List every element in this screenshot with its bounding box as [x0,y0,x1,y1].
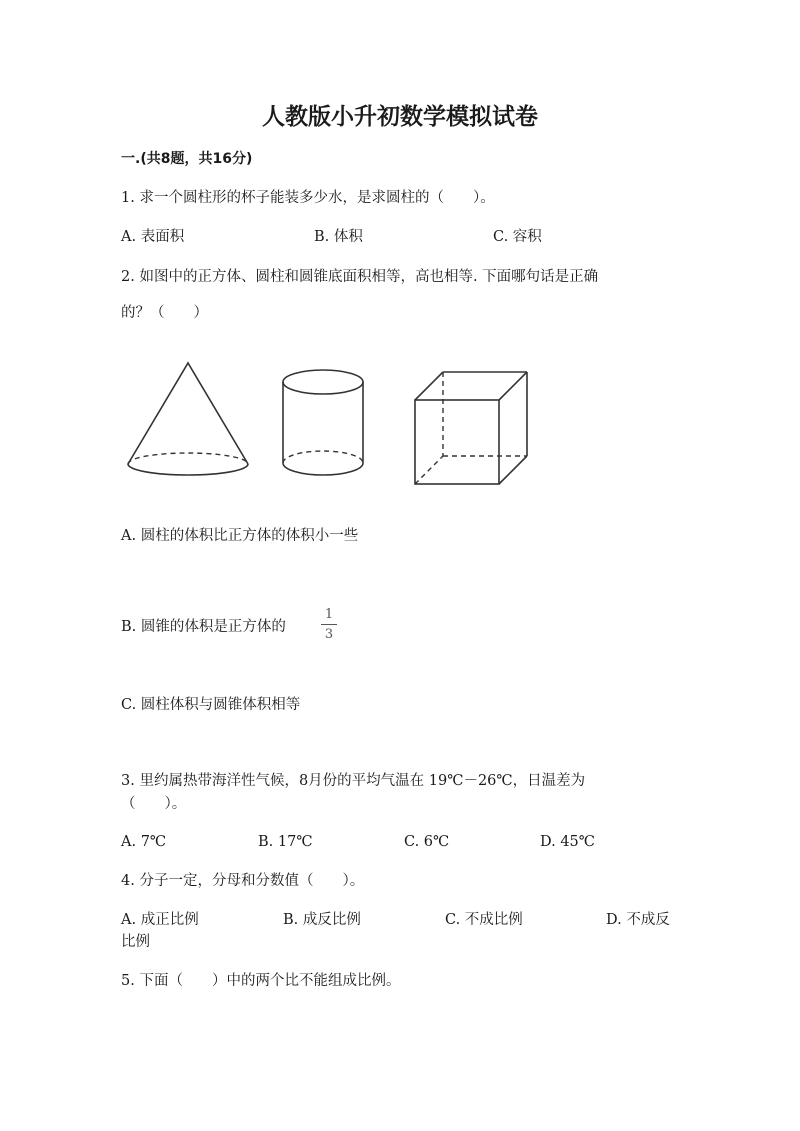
question-4-option-d[interactable]: D. 不成反 [606,912,670,928]
cube-icon [405,362,535,492]
cone-icon [120,355,260,485]
page-title: 人教版小升初数学模拟试卷 [262,104,538,130]
question-2-stem-line1: 2. 如图中的正方体、圆柱和圆锥底面积相等，高也相等. 下面哪句话是正确 [121,269,599,285]
question-4-option-b[interactable]: B. 成反比例 [283,912,361,928]
question-1-option-b[interactable]: B. 体积 [314,229,363,245]
fraction-bar [321,624,337,625]
question-3-stem-line1: 3. 里约属热带海洋性气候，8月份的平均气温在 19℃－26℃，日温差为 [121,773,586,789]
question-3-option-c[interactable]: C. 6℃ [404,834,450,850]
question-2-option-c[interactable]: C. 圆柱体积与圆锥体积相等 [121,697,301,713]
question-3-option-d[interactable]: D. 45℃ [540,834,595,850]
question-1-option-a[interactable]: A. 表面积 [121,229,185,245]
cylinder-icon [275,360,385,485]
question-3-option-a[interactable]: A. 7℃ [121,834,167,850]
section-heading: 一.(共8题，共16分) [121,151,253,167]
question-5-stem: 5. 下面（ ）中的两个比不能组成比例。 [121,973,401,989]
question-4-stem: 4. 分子一定，分母和分数值（ ）。 [121,873,365,889]
fraction-numerator: 1 [324,607,334,622]
question-2-option-b[interactable]: B. 圆锥的体积是正方体的 [121,619,286,635]
question-3-option-b[interactable]: B. 17℃ [258,834,313,850]
question-1-stem: 1. 求一个圆柱形的杯子能装多少水，是求圆柱的（ ）。 [121,190,495,206]
fraction-denominator: 3 [324,627,334,642]
question-2-option-a[interactable]: A. 圆柱的体积比正方体的体积小一些 [121,528,359,544]
question-4-option-d-wrap: 比例 [121,934,150,950]
question-2-stem-line2: 的？（ ） [121,305,208,321]
question-3-stem-line2: （ ）。 [121,796,187,812]
question-4-option-a[interactable]: A. 成正比例 [121,912,199,928]
question-1-option-c[interactable]: C. 容积 [493,229,542,245]
fraction-one-third [321,608,337,642]
question-4-option-c[interactable]: C. 不成比例 [445,912,523,928]
